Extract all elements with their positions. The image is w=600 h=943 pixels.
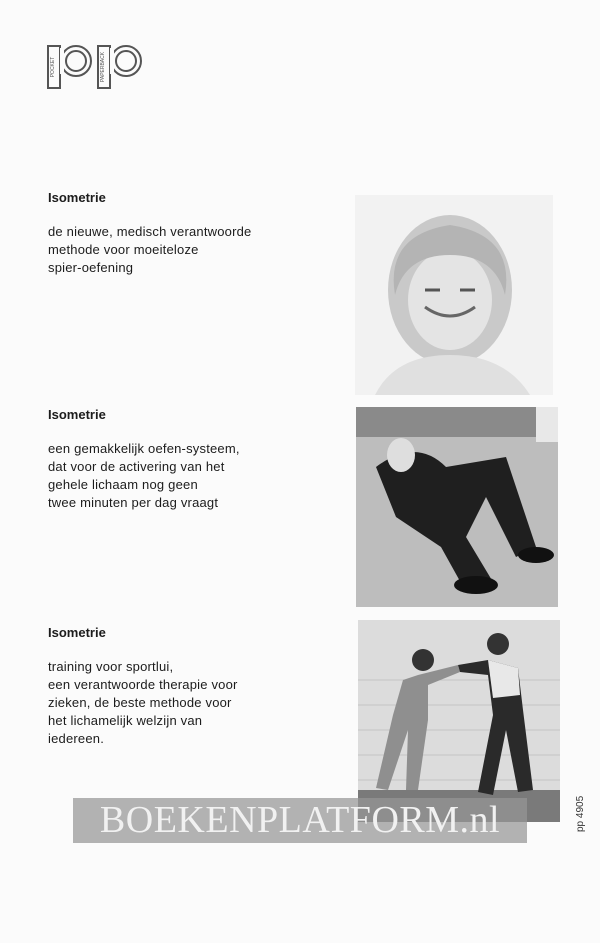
section-1 xyxy=(48,190,348,277)
section-heading: Isometrie xyxy=(48,625,106,640)
publisher-logo xyxy=(46,44,142,90)
section-text: een gemakkelijk oefen-systeem, dat voor de activering van het gehele lichaam nog geen twee minuten per dag vraagt xyxy=(48,441,240,510)
photo-two-boys-pushing-hands xyxy=(358,620,560,822)
section-text: training voor sportlui, een verantwoorde therapie voor zieken, de beste methode voor het lichamelijk welzijn van iedereen. xyxy=(48,659,238,746)
watermark: BOEKENPLATFORM.nl xyxy=(73,798,527,843)
svg-text:POCKET: POCKET xyxy=(50,56,56,78)
photo-man-doing-situps xyxy=(356,407,558,607)
catalog-code: pp 4905 xyxy=(575,795,586,832)
section-2 xyxy=(48,407,348,512)
photo-woman-grimacing xyxy=(355,195,553,395)
pp-logo-icon xyxy=(46,44,142,90)
section-heading: Isometrie xyxy=(48,407,106,422)
svg-text:PAPERBACK: PAPERBACK xyxy=(100,51,106,83)
section-text: de nieuwe, medisch verantwoorde methode voor moeiteloze spier-oefening xyxy=(48,224,252,275)
section-heading: Isometrie xyxy=(48,190,106,205)
section-3 xyxy=(48,625,348,748)
